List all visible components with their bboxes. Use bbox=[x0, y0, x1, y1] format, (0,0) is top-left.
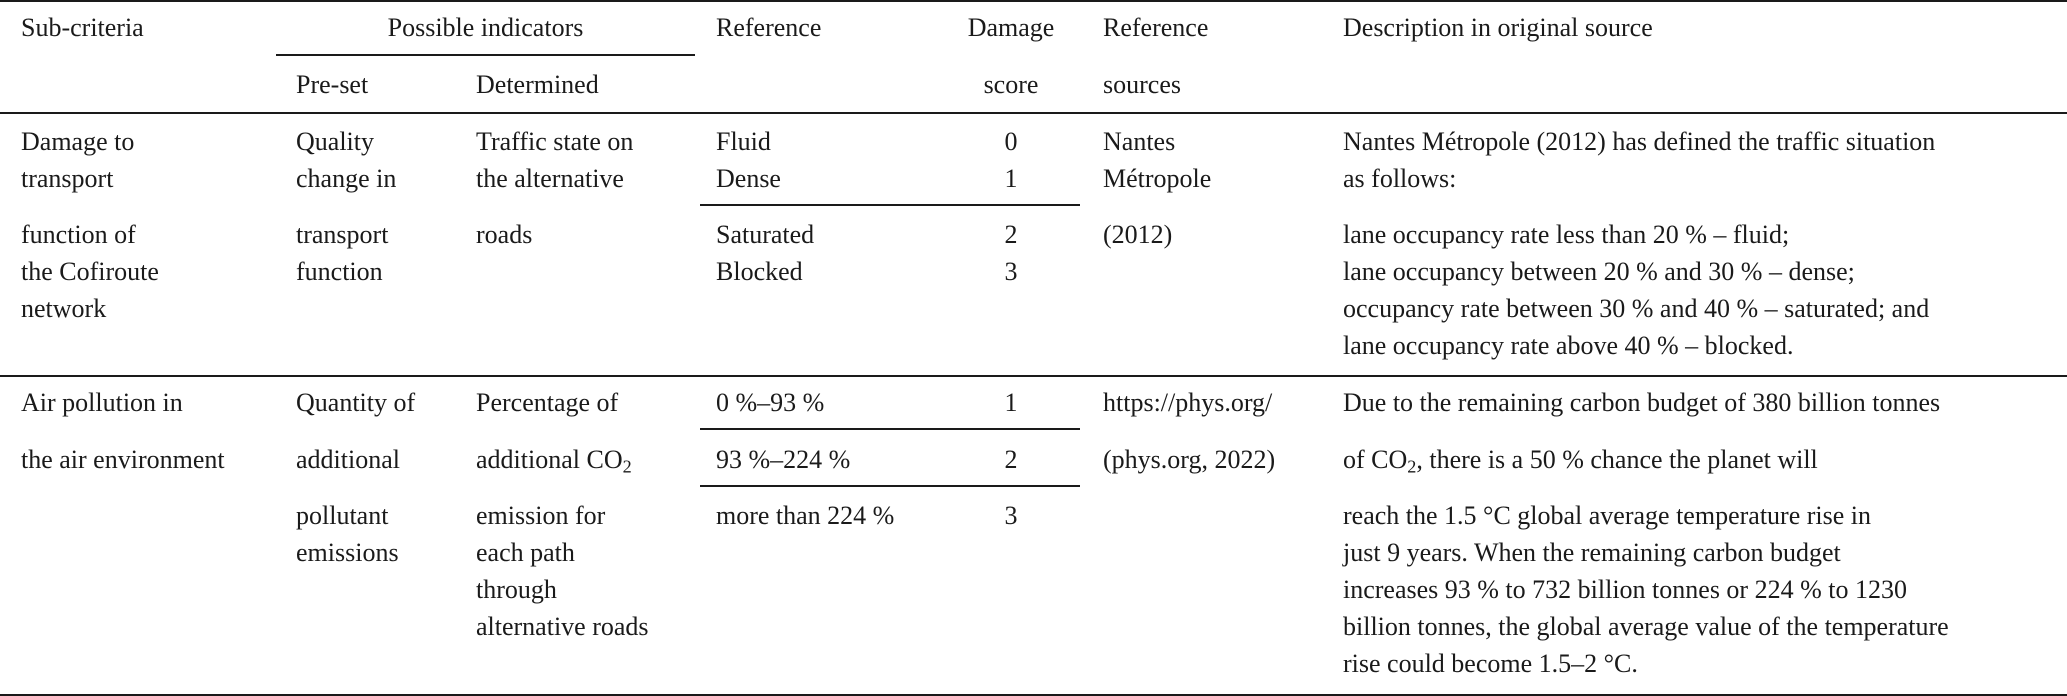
row1-score: 3 bbox=[1004, 257, 1018, 286]
row2-description-co2-line bbox=[1343, 441, 1818, 478]
row2-description-line: increases 93 % to 732 billion tonnes or 224 % to 1230 bbox=[1343, 575, 1907, 604]
row-separator-rule bbox=[0, 375, 2067, 377]
row1-sub-criteria-line: function of bbox=[21, 220, 136, 249]
row1-determined-line: the alternative bbox=[476, 164, 624, 193]
row2-ref-divider-2 bbox=[700, 485, 1080, 487]
row1-description-line: occupancy rate between 30 % and 40 % – saturated; and bbox=[1343, 294, 1930, 323]
row1-determined-line: Traffic state on bbox=[476, 127, 634, 156]
row2-score: 3 bbox=[1004, 501, 1018, 530]
row1-sub-criteria-line: Damage to bbox=[21, 127, 135, 156]
row2-determined-line: each path bbox=[476, 538, 575, 567]
co2-prefix: additional CO bbox=[476, 445, 623, 474]
row1-pre-set-line: transport bbox=[296, 220, 389, 249]
row2-determined-co2-line bbox=[476, 441, 632, 478]
row2-sub-criteria-line: the air environment bbox=[21, 445, 225, 474]
header-bottom-rule bbox=[0, 112, 2067, 114]
row1-sub-criteria-line: transport bbox=[21, 164, 114, 193]
header-reference-sources-1: Reference bbox=[1103, 13, 1209, 42]
description-suffix: , there is a 50 % chance the planet will bbox=[1416, 445, 1818, 474]
top-rule bbox=[0, 0, 2067, 2]
row1-description-line: Nantes Métropole (2012) has defined the traffic situation bbox=[1343, 127, 1936, 156]
row2-reference-range: 0 %–93 % bbox=[716, 388, 825, 417]
row2-source-citation: (phys.org, 2022) bbox=[1103, 445, 1276, 474]
row2-pre-set-line: additional bbox=[296, 445, 400, 474]
header-determined: Determined bbox=[476, 70, 599, 99]
row2-pre-set-line: Quantity of bbox=[296, 388, 416, 417]
row2-reference-range: more than 224 % bbox=[716, 501, 895, 530]
row2-reference-range: 93 %–224 % bbox=[716, 445, 851, 474]
row1-description-line: lane occupancy rate above 40 % – blocked. bbox=[1343, 331, 1794, 360]
row1-score: 0 bbox=[1004, 127, 1018, 156]
row1-reference-dense: Dense bbox=[716, 164, 781, 193]
row2-determined-line: alternative roads bbox=[476, 612, 649, 641]
row1-sub-criteria-line: network bbox=[21, 294, 107, 323]
row2-determined-line: Percentage of bbox=[476, 388, 619, 417]
row1-ref-divider bbox=[700, 204, 1080, 206]
co2-prefix: of CO bbox=[1343, 445, 1408, 474]
header-possible-indicators: Possible indicators bbox=[387, 13, 584, 42]
header-score: score bbox=[983, 70, 1039, 99]
co2-subscript: 2 bbox=[1407, 456, 1417, 477]
row1-source-line: (2012) bbox=[1103, 220, 1173, 249]
row1-source-line: Nantes bbox=[1103, 127, 1176, 156]
row1-pre-set-line: change in bbox=[296, 164, 397, 193]
header-reference: Reference bbox=[716, 13, 822, 42]
row2-pre-set-line: pollutant bbox=[296, 501, 389, 530]
co2-subscript: 2 bbox=[622, 456, 632, 477]
row1-pre-set-line: function bbox=[296, 257, 383, 286]
row1-reference-fluid: Fluid bbox=[716, 127, 771, 156]
row2-determined-line: through bbox=[476, 575, 557, 604]
row2-description-line: rise could become 1.5–2 °C. bbox=[1343, 649, 1638, 678]
row1-source-line: Métropole bbox=[1103, 164, 1212, 193]
header-description: Description in original source bbox=[1343, 13, 1653, 42]
row2-sub-criteria-line: Air pollution in bbox=[21, 388, 183, 417]
row1-reference-saturated: Saturated bbox=[716, 220, 815, 249]
header-damage: Damage bbox=[967, 13, 1055, 42]
row1-description-line: as follows: bbox=[1343, 164, 1457, 193]
row1-description-line: lane occupancy rate less than 20 % – fluid; bbox=[1343, 220, 1790, 249]
header-sub-criteria: Sub-criteria bbox=[21, 13, 144, 42]
row1-score: 1 bbox=[1004, 164, 1018, 193]
row2-description-line: reach the 1.5 °C global average temperature rise in bbox=[1343, 501, 1871, 530]
row1-pre-set-line: Quality bbox=[296, 127, 374, 156]
row2-ref-divider-1 bbox=[700, 428, 1080, 430]
row1-determined-line: roads bbox=[476, 220, 533, 249]
row2-source-url: https://phys.org/ bbox=[1103, 388, 1273, 417]
row1-score: 2 bbox=[1004, 220, 1018, 249]
row1-sub-criteria-line: the Cofiroute bbox=[21, 257, 159, 286]
indicators-underline bbox=[276, 54, 695, 56]
row2-determined-line: emission for bbox=[476, 501, 606, 530]
row2-description-line: billion tonnes, the global average value of the temperature bbox=[1343, 612, 1949, 641]
row2-description-line: just 9 years. When the remaining carbon budget bbox=[1343, 538, 1841, 567]
row2-description-line: Due to the remaining carbon budget of 380 billion tonnes bbox=[1343, 388, 1941, 417]
row2-score: 1 bbox=[1004, 388, 1018, 417]
header-reference-sources-2: sources bbox=[1103, 70, 1181, 99]
header-pre-set: Pre-set bbox=[296, 70, 369, 99]
row2-score: 2 bbox=[1004, 445, 1018, 474]
row2-pre-set-line: emissions bbox=[296, 538, 399, 567]
row1-description-line: lane occupancy between 20 % and 30 % – dense; bbox=[1343, 257, 1855, 286]
row1-reference-blocked: Blocked bbox=[716, 257, 803, 286]
